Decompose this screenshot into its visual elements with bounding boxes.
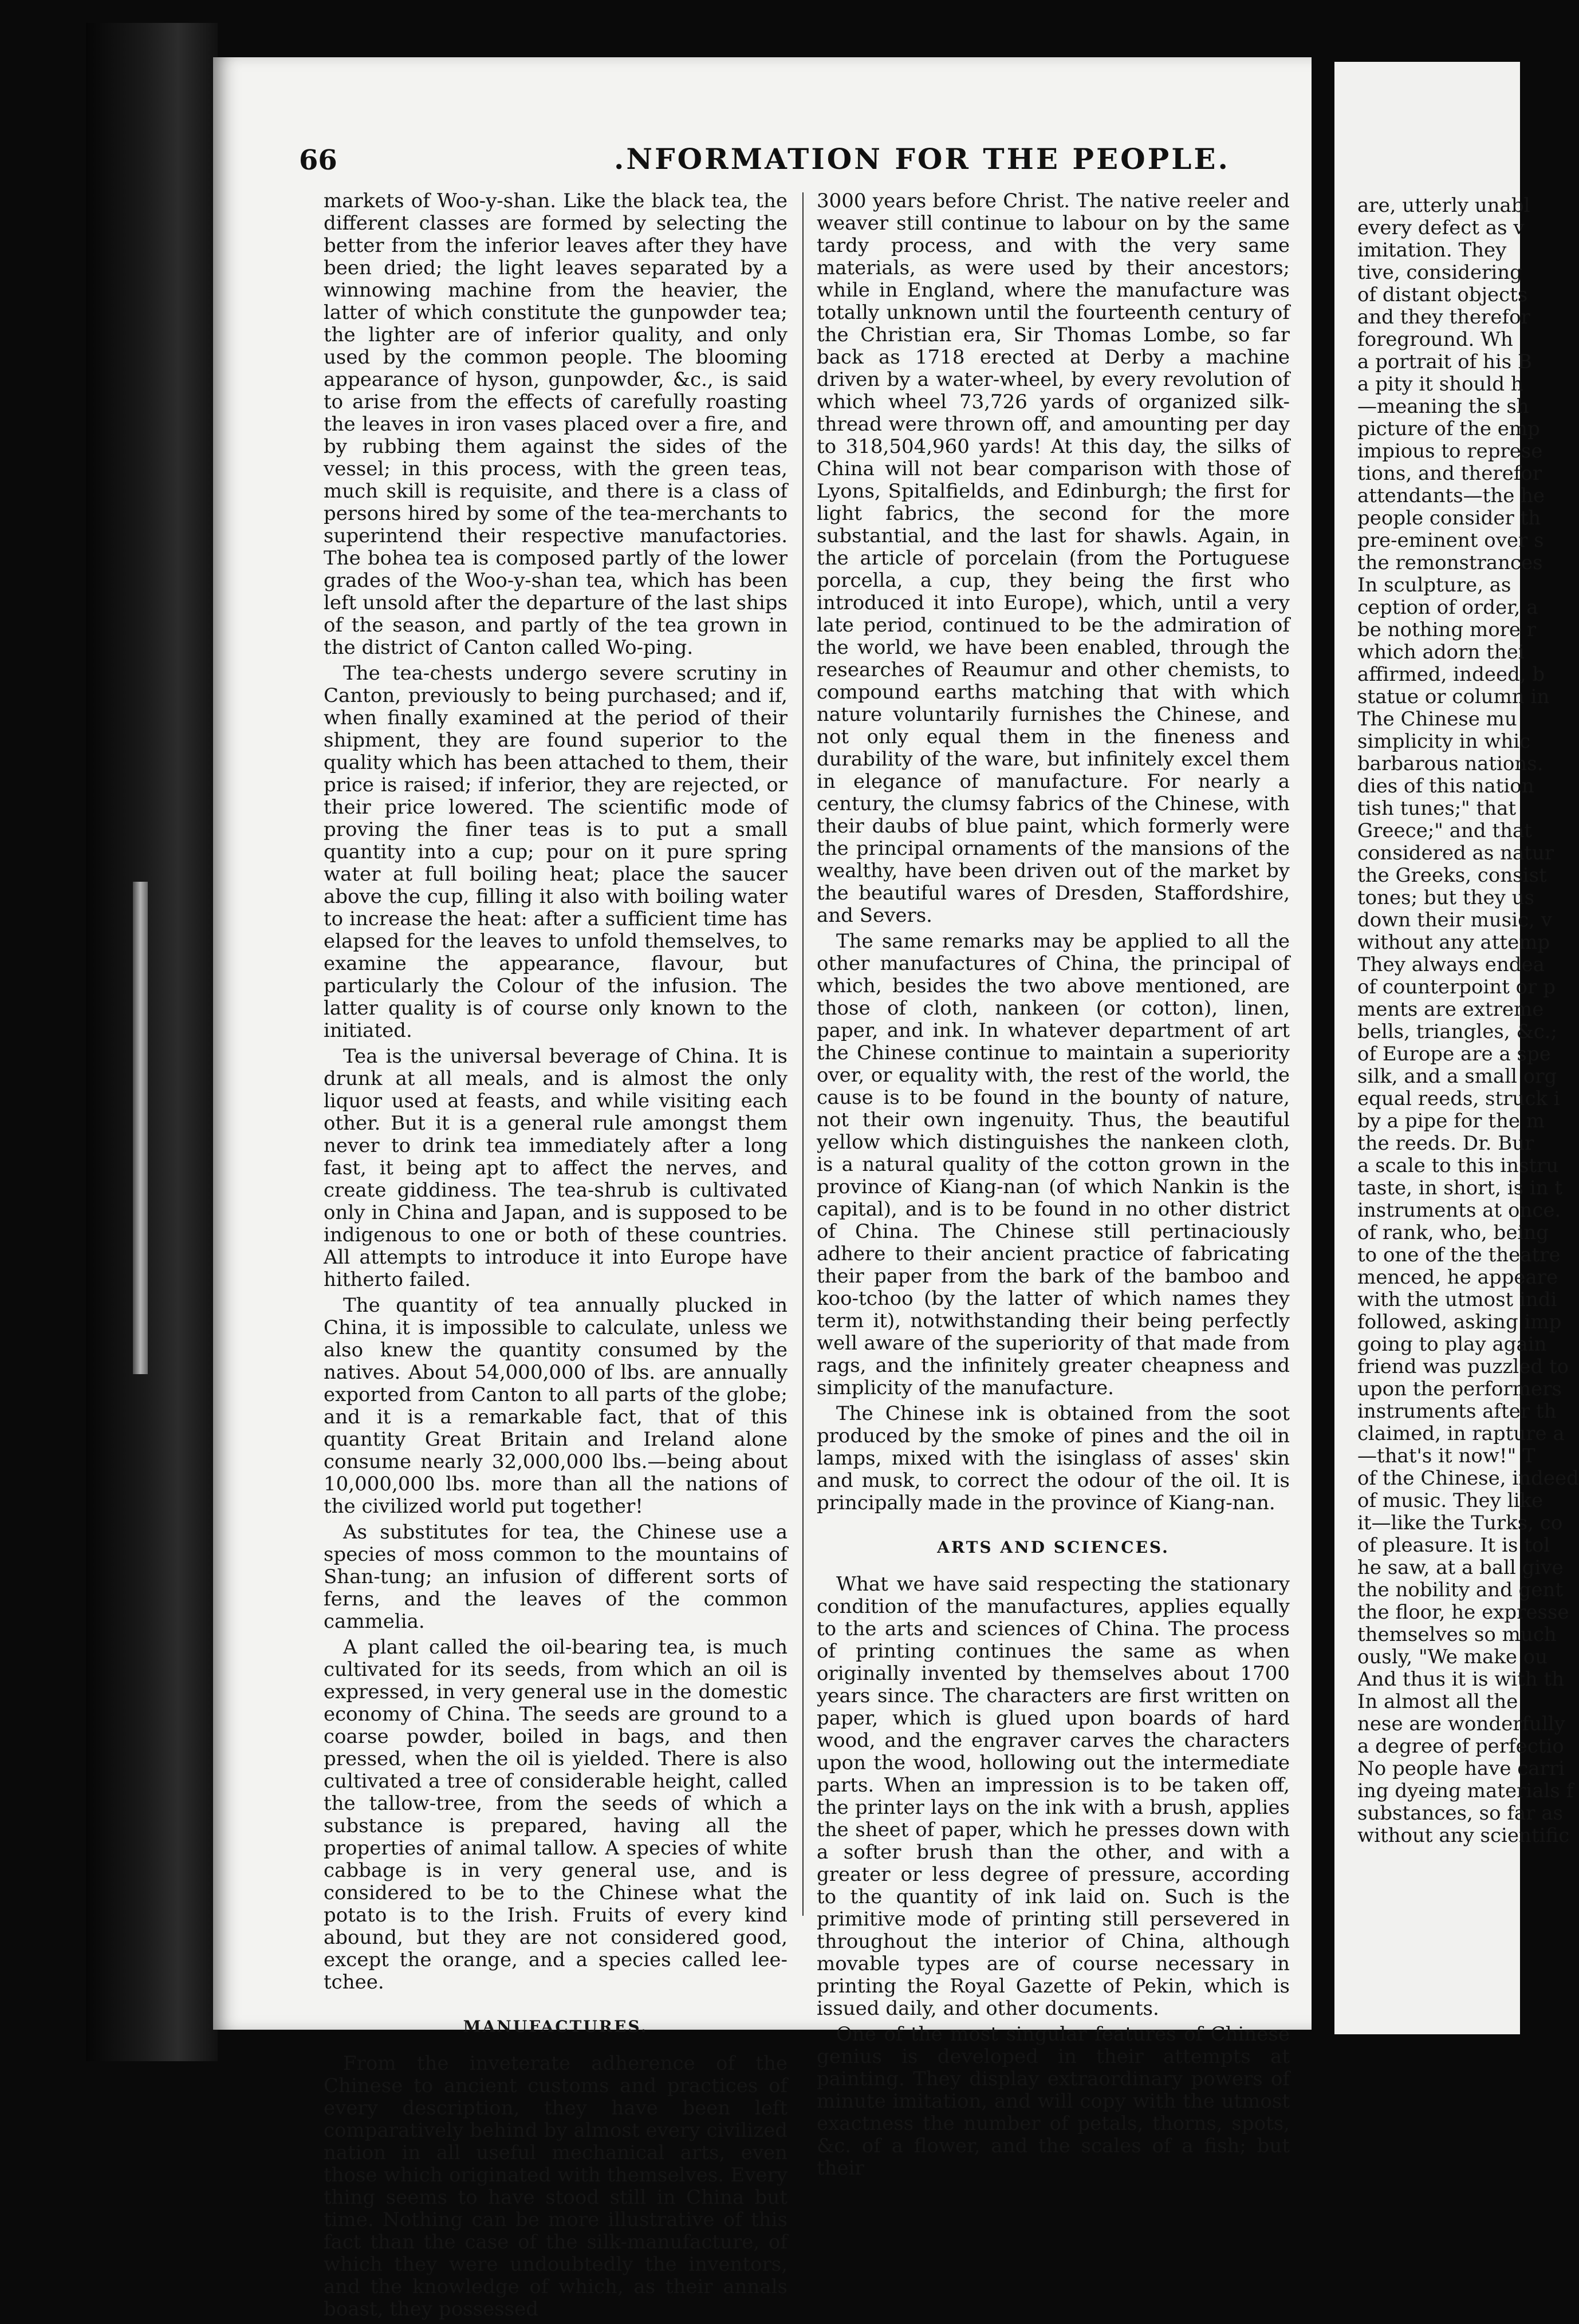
fragment-line: —meaning the sh <box>1357 395 1529 418</box>
fragment-line: tions, and therefor <box>1357 462 1542 485</box>
fragment-line: nese are wonderfully <box>1357 1713 1565 1735</box>
fragment-line: The Chinese mu <box>1357 708 1517 731</box>
fragment-line: No people have carri <box>1357 1757 1565 1780</box>
paragraph: From the inveterate adherence of the Chinese to ancient customs and practices of every description, they have been left comparatively behind by almost every civilized nation in all useful mechanical arts, even those which originated with themselves. Every thing seems to have stood still in China but time. Nothing can be more illustrative of this fact than the case of the silk-manufacture, of which they were undoubtedly the inventors, and the knowledge of which, as their annals boast, they possessed <box>324 2052 787 2321</box>
paragraph: As substitutes for tea, the Chinese use a species of moss common to the mountains of Shan-tung; an infusion of different sorts of ferns, and the leaves of the common cammelia. <box>324 1521 787 1633</box>
fragment-line: of music. They like <box>1357 1489 1543 1512</box>
fragment-line: tones; but they us <box>1357 886 1535 909</box>
fragment-line: instruments at once. <box>1357 1199 1561 1222</box>
fragment-line: simplicity in whic <box>1357 730 1531 753</box>
book-page <box>213 57 1312 2321</box>
fragment-line: by a pipe for the m <box>1357 1110 1545 1133</box>
fragment-line: considered as natur <box>1357 842 1554 865</box>
fragment-line: And thus it is with th <box>1357 1668 1565 1691</box>
page-number: 66 <box>299 144 337 176</box>
fragment-line: picture of the emp <box>1357 417 1540 440</box>
fragment-line: claimed, in rapture a <box>1357 1422 1565 1445</box>
fragment-line: of pleasure. It is tol <box>1357 1534 1550 1557</box>
fragment-line: In sculpture, as <box>1357 574 1511 597</box>
fragment-line: be nothing more r <box>1357 618 1537 641</box>
paragraph: What we have said respecting the stationary condition of the manufactures, applies equally to the arts and sciences of China. The process of printing continues the same as when originally invented by themselves about 1700 years since. The characters are first written on paper, which is glued upon boards of hard wood, and the engraver carves the characters upon the wood, hollowing out the intermediate parts. When an impression is to be taken off, the printer lays on the ink with a brush, applies the sheet of paper, which he presses down with a softer brush than the other, and with a greater or less degree of pressure, according to the quantity of ink laid on. Such is the primitive mode of printing still persevered in throughout the interior of China, although movable types are of course necessary in printing the Royal Gazette of Pekin, which is issued daily, and other documents. <box>817 1573 1290 2020</box>
fragment-line: of the Chinese, indeed <box>1357 1467 1579 1490</box>
fragment-line: barbarous nations. <box>1357 752 1543 775</box>
fragment-line: the reeds. Dr. Bur <box>1357 1132 1534 1155</box>
fragment-line: tish tunes;" that <box>1357 797 1517 820</box>
paragraph: markets of Woo-y-shan. Like the black tea, the different classes are formed by selecting the better from the inferior leaves after they have been dried; the light leaves separated by a winnowing machine from the heavier, the latter of which constitute the gunpowder tea; the lighter are of inferior quality, and only used by the common people. The blooming appearance of hyson, gunpowder, &c., is said to arise from the effects of carefully roasting the leaves in iron vases placed over a fire, and by rubbing them against the sides of the vessel; in this process, with the green teas, much skill is requisite, and there is a class of persons hired by some of the tea-merchants to superintend their respective manufactories. The bohea tea is composed partly of the lower grades of the Woo-y-shan tea, which has been left unsold after the departure of the last ships of the season, and partly of the tea grown in the district of Canton called Wo-ping. <box>324 190 787 659</box>
fragment-line: substances, so far as <box>1357 1802 1563 1825</box>
fragment-line: he saw, at a ball give <box>1357 1556 1564 1579</box>
fragment-line: going to play again <box>1357 1333 1547 1356</box>
fragment-line: attendants—the he <box>1357 484 1545 507</box>
fragment-line: dies of this nation <box>1357 775 1534 798</box>
fragment-line: upon the performers <box>1357 1378 1562 1400</box>
fragment-line: without any attemp <box>1357 931 1550 954</box>
text-column-left <box>324 190 787 2324</box>
binding-highlight <box>133 882 148 1374</box>
fragment-line: tive, considering <box>1357 261 1522 284</box>
paragraph: One of the most singular features of Chinese genius is developed in their attempts at painting. They display extraordinary powers of minute imitation, and will copy with the utmost exactness the number of petals, thorns, spots, &c. of a flower, and the scales of a fish; but their <box>817 2023 1290 2180</box>
fragment-line: Greece;" and that <box>1357 819 1532 842</box>
fragment-line: In almost all the <box>1357 1690 1518 1713</box>
fragment-line: it—like the Turks, co <box>1357 1512 1563 1534</box>
fragment-line: friend was puzzled to <box>1357 1355 1569 1378</box>
fragment-line: a pity it should h <box>1357 373 1523 396</box>
fragment-line: which adorn thei <box>1357 641 1525 664</box>
text-column-right <box>817 190 1290 2183</box>
fragment-line: impious to represe <box>1357 440 1543 463</box>
fragment-line: followed, asking imp <box>1357 1311 1562 1333</box>
paragraph: The Chinese ink is obtained from the soot produced by the smoke of pines and the oil in lamps, mixed with the isinglass of asses' skin and musk, to correct the odour of the oil. It is principally made in the province of Kiang-nan. <box>817 1402 1290 1514</box>
next-page-text-fragments <box>1357 194 1579 1847</box>
fragment-line: statue or column in <box>1357 685 1550 708</box>
paragraph: Tea is the universal beverage of China. It is drunk at all meals, and is almost the only liquor used at feasts, and while visiting each other. But it is a general rule amongst them never to drink tea immediately after a long fast, it being apt to affect the nerves, and create giddiness. The tea-shrub is cultivated only in China and Japan, and is supposed to be indigenous to one or both of these countries. All attempts to introduce it into Europe have hitherto failed. <box>324 1045 787 1291</box>
fragment-line: equal reeds, struck i <box>1357 1087 1560 1110</box>
fragment-line: of distant objects <box>1357 283 1528 306</box>
paragraph: 3000 years before Christ. The native reeler and weaver still continue to labour on by the same tardy process, and with the very same materials, as were used by their ancestors; while in England, where the manufacture was totally unknown until the fourteenth century of the Christian era, Sir Thomas Lombe, so far back as 1718 erected at Derby a machine driven by a water-wheel, by every revolution of which wheel 73,726 yards of organized silk-thread were thrown off, and amounting per day to 318,504,960 yards! At this day, the silks of China will not bear comparison with those of Lyons, Spitalfields, and Edinburgh; the first for light fabrics, the second for the more substantial, and the last for shawls. Again, in the article of porcelain (from the Portuguese porcella, a cup, they being the first who introduced it into Europe), which, until a very late period, continued to be the admiration of the world, we have been enabled, through the researches of Reaumur and other chemists, to compound earths matching that with which nature voluntarily furnishes the Chinese, and not only equal them in the fineness and durability of the ware, but infinitely excel them in elegance of manufacture. For nearly a century, the clumsy fabrics of the Chinese, with their daubs of blue paint, which formerly were the principal ornaments of the mansions of the wealthy, have been driven out of the market by the beautiful wares of Dresden, Staffordshire, and Severs. <box>817 190 1290 927</box>
next-page-edge <box>1334 62 1579 2034</box>
fragment-line: the floor, he expresse <box>1357 1601 1569 1624</box>
fragment-line: menced, he appeare <box>1357 1266 1558 1289</box>
fragment-line: They always endea <box>1357 953 1545 976</box>
section-heading-manufactures: MANUFACTURES. <box>463 2017 648 2036</box>
book-binding-shadow <box>86 23 218 2061</box>
fragment-line: a degree of perfectio <box>1357 1735 1564 1758</box>
fragment-line: ing dyeing materials f <box>1357 1780 1574 1802</box>
fragment-line: —that's it now!" T <box>1357 1445 1535 1467</box>
fragment-line: are, utterly unabl <box>1357 194 1530 217</box>
fragment-line: bells, triangles, &c.; <box>1357 1020 1558 1043</box>
fragment-line: foreground. Wh <box>1357 328 1513 351</box>
fragment-line: to one of the theatre <box>1357 1244 1561 1266</box>
fragment-line: the remonstrances <box>1357 551 1543 574</box>
fragment-line: and they therefor <box>1357 306 1530 329</box>
fragment-line: without any scientific <box>1357 1824 1570 1847</box>
fragment-line: imitation. They <box>1357 239 1507 262</box>
fragment-line: a scale to this instru <box>1357 1154 1559 1177</box>
paragraph: A plant called the oil-bearing tea, is much cultivated for its seeds, from which an oil is expressed, in very general use in the domestic economy of China. The seeds are ground to a coarse powder, boiled in bags, and then pressed, when the oil is yielded. There is also cultivated a tree of considerable height, called the tallow-tree, from the seeds of which a substance is prepared, having all the properties of animal tallow. A species of white cabbage is in very general use, and is considered to be to the Chinese what the potato is to the Irish. Fruits of every kind abound, but they are not considered good, except the orange, and a species called lee-tchee. <box>324 1636 787 1994</box>
fragment-line: taste, in short, is in t <box>1357 1177 1563 1200</box>
fragment-line: pre-eminent over s <box>1357 529 1544 552</box>
fragment-line: people consider th <box>1357 507 1541 530</box>
fragment-line: ments are extreme <box>1357 998 1544 1021</box>
section-heading-arts-and-sciences: ARTS AND SCIENCES. <box>937 1538 1170 1557</box>
fragment-line: a portrait of his B <box>1357 350 1532 373</box>
paragraph: The quantity of tea annually plucked in China, it is impossible to calculate, unless we also knew the quantity consumed by the natives. About 54,000,000 of lbs. are annually exported from Canton to all parts of the globe; and it is a remarkable fact, that of this quantity Great Britain and Ireland alone consume nearly 32,000,000 lbs.—being about 10,000,000 lbs. more than all the nations of the civilized world put together! <box>324 1294 787 1518</box>
fragment-line: affirmed, indeed, b <box>1357 663 1545 686</box>
running-title: .NFORMATION FOR THE PEOPLE. <box>614 142 1230 176</box>
fragment-line: down their music, v <box>1357 909 1552 932</box>
fragment-line: every defect as v <box>1357 216 1525 239</box>
column-rule <box>802 192 804 1916</box>
fragment-line: silk, and a small org <box>1357 1065 1557 1088</box>
fragment-line: of counterpoint or p <box>1357 976 1556 999</box>
fragment-line: the Greeks, consist <box>1357 864 1547 887</box>
fragment-line: ously, "We make ou <box>1357 1646 1548 1668</box>
fragment-line: themselves so much <box>1357 1623 1557 1646</box>
fragment-line: the nobility and gent <box>1357 1579 1564 1601</box>
fragment-line: of Europe are a spe <box>1357 1043 1551 1066</box>
paragraph: The tea-chests undergo severe scrutiny in Canton, previously to being purchased; and if, when finally examined at the period of their shipment, they are found superior to the quality which has been attached to them, their price is raised; if inferior, they are rejected, or their price lowered. The scientific mode of proving the finer teas is to put a small quantity into a cup; pour on it pure spring water at full boiling heat; place the saucer above the cup, filling it also with boiling water to increase the heat: after a sufficient time has elapsed for the leaves to unfold themselves, to examine the appearance, flavour, but particularly the Colour of the infusion. The latter quality is of course only known to the initiated. <box>324 662 787 1042</box>
fragment-line: of rank, who, being <box>1357 1221 1549 1244</box>
fragment-line: instruments after th <box>1357 1400 1557 1423</box>
fragment-line: ception of order, a <box>1357 596 1538 619</box>
running-head <box>213 137 1312 189</box>
paragraph: The same remarks may be applied to all the other manufactures of China, the principal of which, besides the two above mentioned, are those of cloth, nankeen (or cotton), linen, paper, and ink. In whatever department of art the Chinese continue to maintain a superiority over, or equality with, the rest of the world, the cause is to be found in the bounty of nature, not their own ingenuity. Thus, the beautiful yellow which distinguishes the nankeen cloth, is a natural quality of the cotton grown in the province of Kiang-nan (of which Nankin is the capital), and is to be found in no other district of China. The Chinese still pertinaciously adhere to their ancient practice of fabricating their paper from the bark of the bamboo and koo-tchoo (by the latter of which names they term it), notwithstanding their being perfectly well aware of the superiority of that made from rags, and the infinitely greater cheapness and simplicity of the manufacture. <box>817 930 1290 1399</box>
fragment-line: with the utmost indi <box>1357 1288 1557 1311</box>
